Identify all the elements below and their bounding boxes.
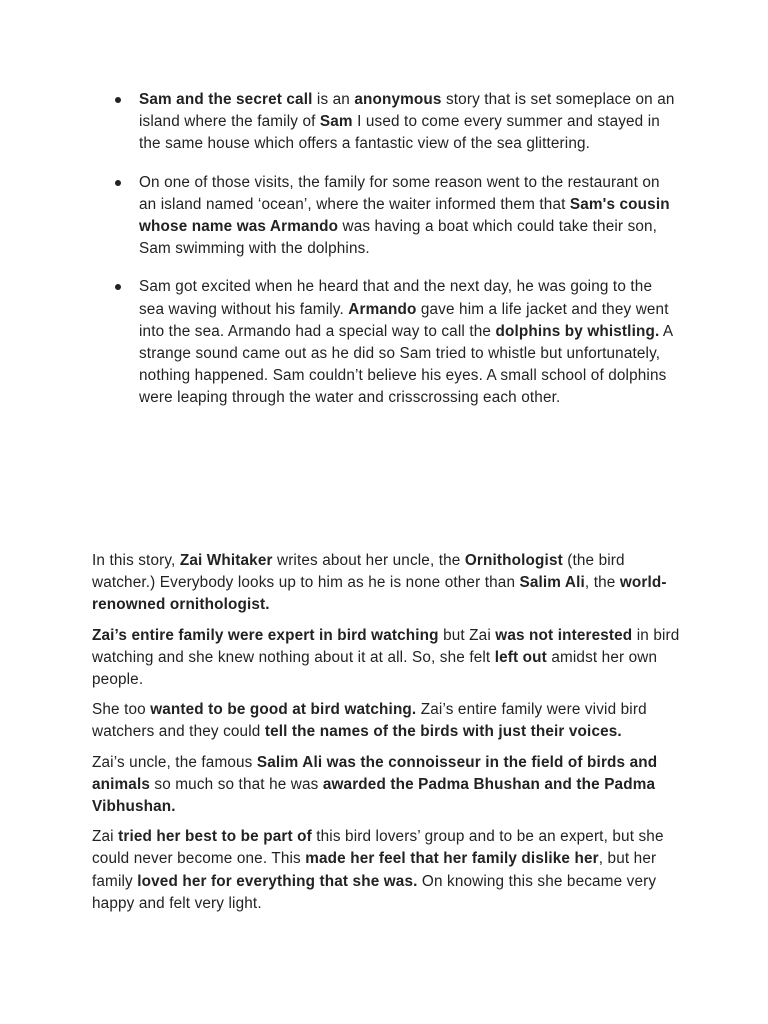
bold-text: awarded the Padma Bhushan and the Padma Vibhushan.: [92, 775, 656, 816]
bullet-item: [0, 276, 679, 409]
text: , the: [584, 574, 620, 592]
text: was having a boat which could take their son, Sam swimming with the dolphins.: [139, 218, 658, 258]
paragraph: [92, 550, 682, 617]
bold-text: Ornithologist: [464, 552, 563, 569]
text: so much so that he was: [150, 775, 323, 793]
text: gave him a life jacket and they went into the sea. Armando had a special way to call the: [139, 300, 669, 340]
bullet-dot-icon: [115, 97, 121, 103]
text: (the bird watcher.) Everybody looks up to him as he is none other than: [92, 552, 625, 592]
bold-text: Salim Ali was the connoisseur in the field of birds and animals: [92, 753, 658, 793]
text: On one of those visits, the family for some reason went to the restaurant on an island named ‘ocean’, where the waiter informed them that: [139, 173, 660, 213]
summary-section: [92, 550, 682, 923]
bullet-list: [0, 89, 768, 426]
bold-text: Sam and the secret call: [139, 91, 313, 108]
bullet-text: [139, 278, 672, 406]
bold-text: Zai Whitaker: [179, 552, 273, 569]
bullet-dot-icon: [115, 284, 121, 290]
bold-text: Salim Ali: [519, 574, 585, 592]
text: Zai’s entire family were vivid bird watchers and they could: [92, 701, 647, 741]
text: this bird lovers’ group and to be an expert, but she could never become one. This: [92, 828, 664, 868]
text: I used to come every summer and stayed in the same house which offers a fantastic view of the sea glittering.: [139, 113, 660, 153]
bold-text: wanted to be good at bird watching.: [150, 701, 417, 719]
bold-text: world-renowned ornithologist.: [92, 574, 667, 614]
bold-text: dolphins by whistling.: [495, 322, 660, 340]
text: Zai: [92, 828, 119, 846]
paragraph: [92, 752, 682, 819]
text: amidst her own people.: [92, 648, 658, 689]
bullet-item: [0, 89, 679, 156]
text: Sam got excited when he heard that and the next day, he was going to the sea waving without his family.: [139, 278, 653, 318]
bold-text: Armando: [348, 300, 417, 318]
bullet-item: [0, 172, 679, 261]
paragraph: [92, 699, 682, 743]
bold-text: left out: [494, 648, 547, 666]
bold-text: loved her for everything that she was.: [137, 872, 418, 890]
bold-text: made her feel that her family dislike her: [305, 850, 599, 868]
bullet-text: [139, 91, 675, 152]
text: is an: [312, 91, 355, 108]
bold-text: Sam's cousin whose name was Armando: [139, 195, 670, 236]
bullet-dot-icon: [115, 180, 121, 186]
text: A strange sound came out as he did so Sam tried to whistle but unfortunately, nothing happened. Sam couldn’t believe his eyes. A small school of dolphins were leaping through the water and crisscrossing each other.: [139, 322, 673, 407]
text: Zai’s uncle, the famous: [92, 753, 257, 771]
bold-text: Zai’s entire family were expert in bird watching: [92, 626, 439, 644]
paragraph: [92, 625, 682, 692]
paragraph: [92, 826, 682, 915]
text: but Zai: [438, 626, 496, 644]
text: writes about her uncle, the: [272, 552, 465, 569]
text: She too: [92, 701, 151, 719]
bold-text: Sam: [319, 113, 353, 131]
text: On knowing this she became very happy and felt very light.: [92, 872, 657, 912]
text: in bird watching and she knew nothing about it at all. So, she felt: [92, 626, 680, 666]
bold-text: tried her best to be part of: [118, 828, 312, 846]
bold-text: was not interested: [495, 626, 633, 644]
bold-text: anonymous: [354, 91, 442, 108]
bullet-text: [139, 174, 670, 258]
text: , but her family: [92, 850, 657, 890]
text: In this story,: [92, 552, 180, 569]
bold-text: tell the names of the birds with just their voices.: [264, 723, 622, 741]
text: story that is set someplace on an island where the family of: [139, 91, 675, 131]
